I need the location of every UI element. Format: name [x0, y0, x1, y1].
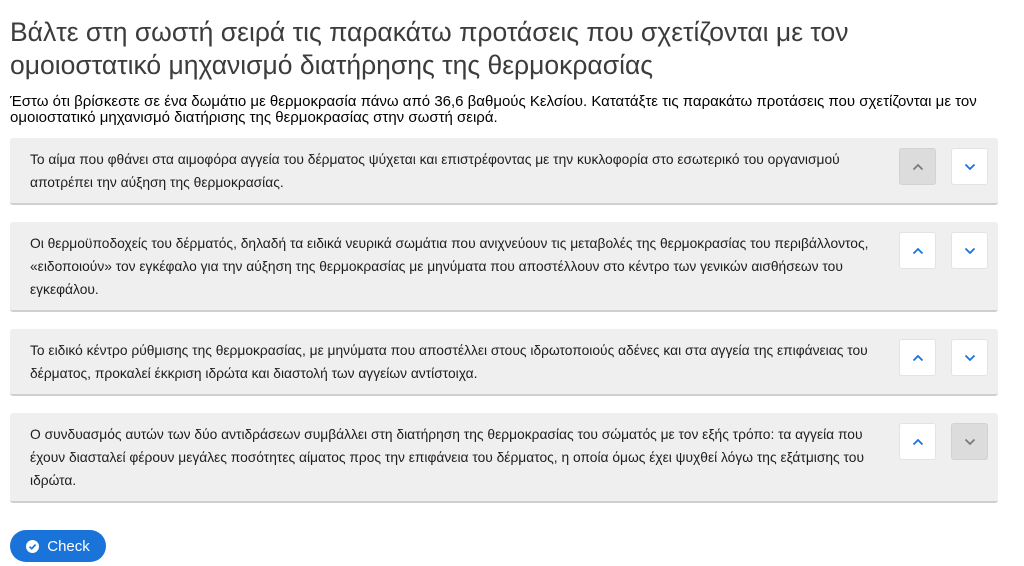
chevron-up-icon [912, 354, 924, 362]
list-item[interactable] [10, 329, 998, 396]
check-circle-icon [26, 540, 39, 553]
item-controls [899, 232, 988, 269]
move-up-button[interactable] [899, 339, 936, 376]
list-item[interactable] [10, 138, 998, 205]
list-item[interactable] [10, 222, 998, 312]
item-controls [899, 339, 988, 376]
page-title: Βάλτε στη σωστή σειρά τις παρακάτω προτάσεις που σχετίζονται με τον ομοιοστατικό μηχανισμό διατήρησης της θερμοκρασίας [10, 17, 849, 80]
move-down-button[interactable] [951, 148, 988, 185]
move-down-button[interactable] [951, 232, 988, 269]
chevron-down-icon [964, 354, 976, 362]
item-controls [899, 423, 988, 460]
move-up-button[interactable] [899, 148, 936, 185]
move-down-button[interactable] [951, 423, 988, 460]
list-item[interactable] [10, 413, 998, 503]
check-button-label: Check [47, 537, 90, 555]
sortable-list [10, 138, 998, 503]
task-description: Έστω ότι βρίσκεστε σε ένα δωμάτιο με θερμοκρασία πάνω από 36,6 βαθμούς Κελσίου. Κατατάξτε τις παρακάτω προτάσεις που σχετίζονται με τον ομοιοστατικό μηχανισμό διατήρισης της θερμοκρασίας στην σωστή σειρά. [10, 93, 977, 126]
chevron-down-icon [964, 438, 976, 446]
item-controls [899, 148, 988, 185]
chevron-down-icon [964, 163, 976, 171]
chevron-down-icon [964, 247, 976, 255]
chevron-up-icon [912, 247, 924, 255]
move-down-button[interactable] [951, 339, 988, 376]
list-item-text: Οι θερμοϋποδοχείς του δέρματός, δηλαδή τα ειδικά νευρικά σωμάτια που ανιχνεύουν τις μεταβολές της θερμοκρασίας του περιβάλλοντος, «ειδοποιούν» τον εγκέφαλο για την αύξηση της θερμοκρασίας με μηνύματα που αποστέλλουν στο κέντρο των γενικών αισθήσεων του εγκεφάλου. [30, 236, 869, 297]
list-item-text: Το ειδικό κέντρο ρύθμισης της θερμοκρασίας, με μηνύματα που αποστέλλει στους ιδρωτοποιούς αδένες και στα αγγεία της επιφάνειας του δέρματος, προκαλεί έκκριση ιδρώτα και διαστολή των αγγείων αντίστοιχα. [30, 343, 868, 381]
chevron-up-icon [912, 163, 924, 171]
check-button[interactable] [10, 530, 106, 562]
move-up-button[interactable] [899, 232, 936, 269]
chevron-up-icon [912, 438, 924, 446]
move-up-button[interactable] [899, 423, 936, 460]
list-item-text: Το αίμα που φθάνει στα αιμοφόρα αγγεία του δέρματος ψύχεται και επιστρέφοντας με την κυκλοφορία στο εσωτερικό του οργανισμού αποτρέπει την αύξηση της θερμοκρασίας. [30, 152, 840, 190]
list-item-text: Ο συνδυασμός αυτών των δύο αντιδράσεων συμβάλλει στη διατήρηση της θερμοκρασίας του σώματός με τον εξής τρόπο: τα αγγεία που έχουν διασταλεί φέρουν μεγάλες ποσότητες αίματος προς την επιφάνεια του δέρματος, η οποία όμως έχει ψυχθεί λόγω της εξάτμισης του ιδρώτα. [30, 427, 865, 488]
